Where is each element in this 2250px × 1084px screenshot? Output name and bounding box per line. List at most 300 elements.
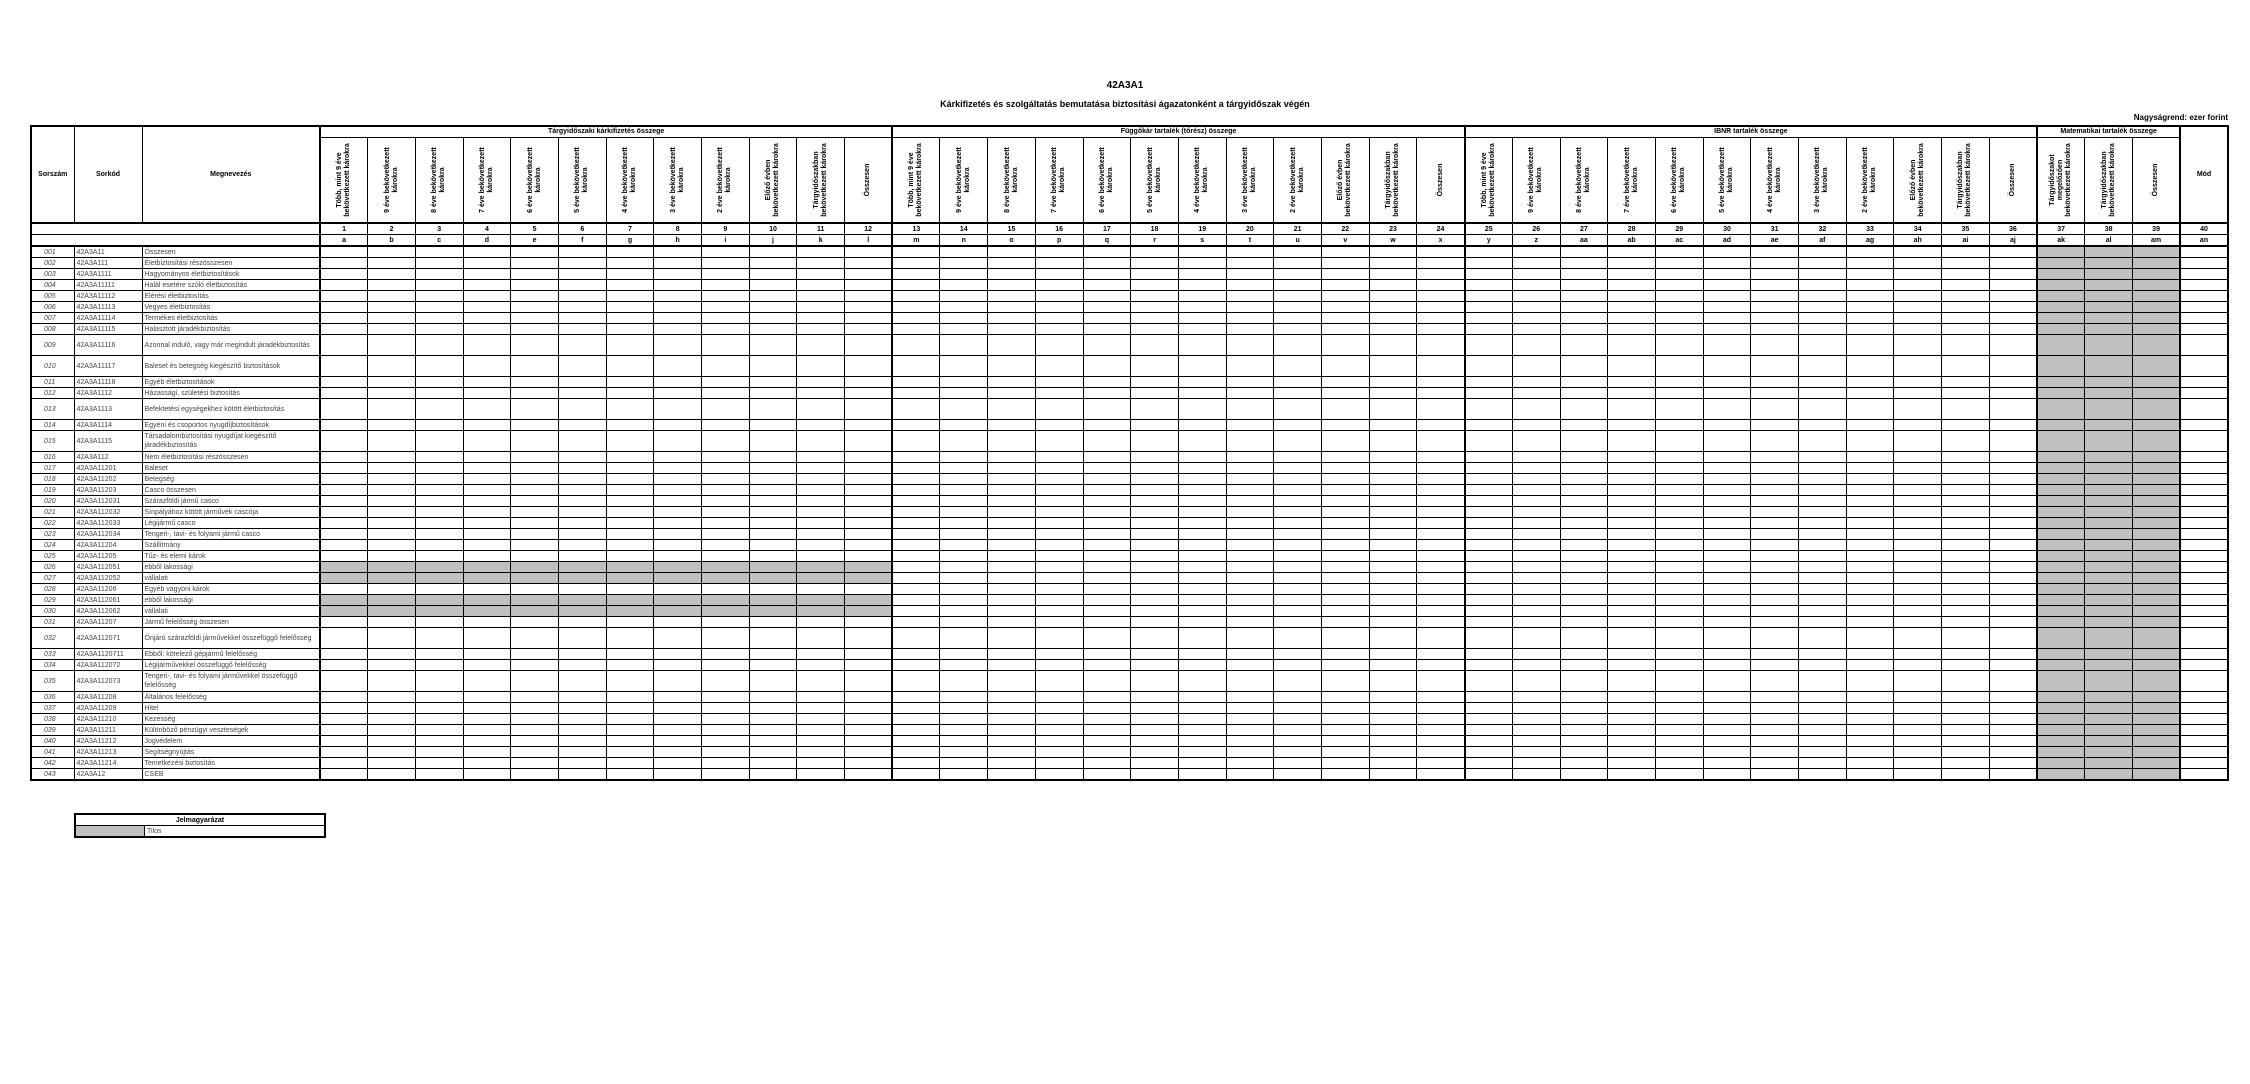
data-cell[interactable]: [892, 595, 940, 606]
data-cell[interactable]: [702, 736, 750, 747]
data-cell[interactable]: [845, 660, 893, 671]
data-cell[interactable]: [1989, 269, 2037, 280]
data-cell[interactable]: [1846, 747, 1894, 758]
data-cell[interactable]: [1512, 485, 1560, 496]
data-cell[interactable]: [1035, 258, 1083, 269]
data-cell[interactable]: [1369, 485, 1417, 496]
data-cell[interactable]: [1560, 606, 1608, 617]
data-cell[interactable]: [749, 660, 797, 671]
data-cell[interactable]: [558, 399, 606, 420]
data-cell[interactable]: [940, 335, 988, 356]
data-cell[interactable]: [892, 671, 940, 692]
data-cell[interactable]: [1655, 692, 1703, 703]
data-cell[interactable]: [368, 725, 416, 736]
data-cell[interactable]: [2180, 518, 2228, 529]
data-cell[interactable]: [1894, 246, 1942, 258]
data-cell[interactable]: [1703, 703, 1751, 714]
data-cell[interactable]: [1178, 617, 1226, 628]
data-cell[interactable]: [892, 703, 940, 714]
data-cell[interactable]: [1369, 529, 1417, 540]
data-cell[interactable]: [1942, 606, 1990, 617]
data-cell[interactable]: [368, 692, 416, 703]
data-cell[interactable]: [1846, 529, 1894, 540]
data-cell[interactable]: [702, 324, 750, 335]
data-cell[interactable]: [845, 649, 893, 660]
data-cell[interactable]: [320, 649, 368, 660]
data-cell[interactable]: [1989, 649, 2037, 660]
data-cell[interactable]: [1417, 628, 1465, 649]
data-cell[interactable]: [1321, 595, 1369, 606]
data-cell[interactable]: [1321, 649, 1369, 660]
data-cell[interactable]: [654, 269, 702, 280]
data-cell[interactable]: [1274, 617, 1322, 628]
data-cell[interactable]: [988, 617, 1036, 628]
data-cell[interactable]: [1417, 388, 1465, 399]
data-cell[interactable]: [1417, 496, 1465, 507]
data-cell[interactable]: [463, 335, 511, 356]
data-cell[interactable]: [845, 388, 893, 399]
data-cell[interactable]: [558, 324, 606, 335]
data-cell[interactable]: [1655, 562, 1703, 573]
data-cell[interactable]: [1799, 714, 1847, 725]
data-cell[interactable]: [1465, 496, 1513, 507]
data-cell[interactable]: [1321, 725, 1369, 736]
data-cell[interactable]: [2180, 356, 2228, 377]
data-cell[interactable]: [368, 617, 416, 628]
data-cell[interactable]: [892, 518, 940, 529]
data-cell[interactable]: [892, 335, 940, 356]
data-cell[interactable]: [1465, 377, 1513, 388]
data-cell[interactable]: [892, 302, 940, 313]
data-cell[interactable]: [1083, 529, 1131, 540]
data-cell[interactable]: [511, 335, 559, 356]
data-cell[interactable]: [988, 747, 1036, 758]
data-cell[interactable]: [1751, 291, 1799, 302]
data-cell[interactable]: [1560, 463, 1608, 474]
data-cell[interactable]: [1274, 758, 1322, 769]
data-cell[interactable]: [1083, 463, 1131, 474]
data-cell[interactable]: [940, 660, 988, 671]
data-cell[interactable]: [749, 507, 797, 518]
data-cell[interactable]: [1321, 660, 1369, 671]
data-cell[interactable]: [1131, 692, 1179, 703]
data-cell[interactable]: [511, 671, 559, 692]
data-cell[interactable]: [845, 703, 893, 714]
data-cell[interactable]: [1751, 335, 1799, 356]
data-cell[interactable]: [1226, 714, 1274, 725]
data-cell[interactable]: [1560, 617, 1608, 628]
data-cell[interactable]: [1274, 291, 1322, 302]
data-cell[interactable]: [1369, 291, 1417, 302]
data-cell[interactable]: [988, 431, 1036, 452]
data-cell[interactable]: [1608, 747, 1656, 758]
data-cell[interactable]: [1083, 431, 1131, 452]
data-cell[interactable]: [558, 692, 606, 703]
data-cell[interactable]: [606, 452, 654, 463]
data-cell[interactable]: [1512, 584, 1560, 595]
data-cell[interactable]: [415, 660, 463, 671]
data-cell[interactable]: [1942, 529, 1990, 540]
data-cell[interactable]: [511, 660, 559, 671]
data-cell[interactable]: [1560, 399, 1608, 420]
data-cell[interactable]: [1512, 356, 1560, 377]
data-cell[interactable]: [1560, 280, 1608, 291]
data-cell[interactable]: [1703, 399, 1751, 420]
data-cell[interactable]: [1083, 736, 1131, 747]
data-cell[interactable]: [1846, 485, 1894, 496]
data-cell[interactable]: [511, 725, 559, 736]
data-cell[interactable]: [1512, 649, 1560, 660]
data-cell[interactable]: [1369, 551, 1417, 562]
data-cell[interactable]: [1751, 269, 1799, 280]
data-cell[interactable]: [558, 246, 606, 258]
data-cell[interactable]: [1751, 324, 1799, 335]
data-cell[interactable]: [749, 485, 797, 496]
data-cell[interactable]: [1369, 431, 1417, 452]
data-cell[interactable]: [1321, 246, 1369, 258]
data-cell[interactable]: [1417, 529, 1465, 540]
data-cell[interactable]: [511, 258, 559, 269]
data-cell[interactable]: [368, 529, 416, 540]
data-cell[interactable]: [1417, 302, 1465, 313]
data-cell[interactable]: [1608, 420, 1656, 431]
data-cell[interactable]: [1083, 246, 1131, 258]
data-cell[interactable]: [511, 280, 559, 291]
data-cell[interactable]: [1942, 736, 1990, 747]
data-cell[interactable]: [1846, 280, 1894, 291]
data-cell[interactable]: [1417, 463, 1465, 474]
data-cell[interactable]: [1799, 769, 1847, 781]
data-cell[interactable]: [1035, 246, 1083, 258]
data-cell[interactable]: [1989, 747, 2037, 758]
data-cell[interactable]: [749, 420, 797, 431]
data-cell[interactable]: [606, 551, 654, 562]
data-cell[interactable]: [606, 725, 654, 736]
data-cell[interactable]: [1894, 529, 1942, 540]
data-cell[interactable]: [368, 584, 416, 595]
data-cell[interactable]: [1608, 595, 1656, 606]
data-cell[interactable]: [1178, 474, 1226, 485]
data-cell[interactable]: [1465, 356, 1513, 377]
data-cell[interactable]: [1799, 258, 1847, 269]
data-cell[interactable]: [1178, 714, 1226, 725]
data-cell[interactable]: [797, 714, 845, 725]
data-cell[interactable]: [1655, 269, 1703, 280]
data-cell[interactable]: [1799, 356, 1847, 377]
data-cell[interactable]: [1226, 313, 1274, 324]
data-cell[interactable]: [1989, 703, 2037, 714]
data-cell[interactable]: [797, 703, 845, 714]
data-cell[interactable]: [988, 474, 1036, 485]
data-cell[interactable]: [1942, 703, 1990, 714]
data-cell[interactable]: [1465, 769, 1513, 781]
data-cell[interactable]: [845, 551, 893, 562]
data-cell[interactable]: [2180, 335, 2228, 356]
data-cell[interactable]: [1560, 595, 1608, 606]
data-cell[interactable]: [606, 313, 654, 324]
data-cell[interactable]: [1846, 420, 1894, 431]
data-cell[interactable]: [1894, 302, 1942, 313]
data-cell[interactable]: [1131, 377, 1179, 388]
data-cell[interactable]: [1655, 595, 1703, 606]
data-cell[interactable]: [1846, 474, 1894, 485]
data-cell[interactable]: [1321, 313, 1369, 324]
data-cell[interactable]: [1178, 628, 1226, 649]
data-cell[interactable]: [1894, 280, 1942, 291]
data-cell[interactable]: [1035, 388, 1083, 399]
data-cell[interactable]: [1989, 302, 2037, 313]
data-cell[interactable]: [415, 714, 463, 725]
data-cell[interactable]: [845, 280, 893, 291]
data-cell[interactable]: [558, 660, 606, 671]
data-cell[interactable]: [1894, 313, 1942, 324]
data-cell[interactable]: [845, 671, 893, 692]
data-cell[interactable]: [463, 758, 511, 769]
data-cell[interactable]: [1894, 335, 1942, 356]
data-cell[interactable]: [1846, 377, 1894, 388]
data-cell[interactable]: [320, 747, 368, 758]
data-cell[interactable]: [1608, 335, 1656, 356]
data-cell[interactable]: [1035, 302, 1083, 313]
data-cell[interactable]: [1226, 431, 1274, 452]
data-cell[interactable]: [1512, 606, 1560, 617]
data-cell[interactable]: [1512, 703, 1560, 714]
data-cell[interactable]: [749, 291, 797, 302]
data-cell[interactable]: [1751, 747, 1799, 758]
data-cell[interactable]: [1035, 617, 1083, 628]
data-cell[interactable]: [1989, 496, 2037, 507]
data-cell[interactable]: [1083, 747, 1131, 758]
data-cell[interactable]: [654, 302, 702, 313]
data-cell[interactable]: [1369, 617, 1417, 628]
data-cell[interactable]: [1035, 420, 1083, 431]
data-cell[interactable]: [415, 420, 463, 431]
data-cell[interactable]: [320, 463, 368, 474]
data-cell[interactable]: [415, 551, 463, 562]
data-cell[interactable]: [1989, 377, 2037, 388]
data-cell[interactable]: [1846, 692, 1894, 703]
data-cell[interactable]: [892, 540, 940, 551]
data-cell[interactable]: [1131, 573, 1179, 584]
data-cell[interactable]: [1894, 388, 1942, 399]
data-cell[interactable]: [368, 280, 416, 291]
data-cell[interactable]: [1369, 313, 1417, 324]
data-cell[interactable]: [940, 747, 988, 758]
data-cell[interactable]: [511, 246, 559, 258]
data-cell[interactable]: [1942, 335, 1990, 356]
data-cell[interactable]: [1799, 660, 1847, 671]
data-cell[interactable]: [1035, 573, 1083, 584]
data-cell[interactable]: [1465, 507, 1513, 518]
data-cell[interactable]: [654, 671, 702, 692]
data-cell[interactable]: [606, 769, 654, 781]
data-cell[interactable]: [1369, 703, 1417, 714]
data-cell[interactable]: [415, 769, 463, 781]
data-cell[interactable]: [1703, 302, 1751, 313]
data-cell[interactable]: [845, 258, 893, 269]
data-cell[interactable]: [892, 399, 940, 420]
data-cell[interactable]: [1321, 529, 1369, 540]
data-cell[interactable]: [1226, 496, 1274, 507]
data-cell[interactable]: [845, 269, 893, 280]
data-cell[interactable]: [749, 649, 797, 660]
data-cell[interactable]: [1417, 769, 1465, 781]
data-cell[interactable]: [1226, 474, 1274, 485]
data-cell[interactable]: [1321, 769, 1369, 781]
data-cell[interactable]: [511, 617, 559, 628]
data-cell[interactable]: [988, 649, 1036, 660]
data-cell[interactable]: [797, 628, 845, 649]
data-cell[interactable]: [1035, 540, 1083, 551]
data-cell[interactable]: [1178, 496, 1226, 507]
data-cell[interactable]: [1799, 324, 1847, 335]
data-cell[interactable]: [1799, 291, 1847, 302]
data-cell[interactable]: [1417, 356, 1465, 377]
data-cell[interactable]: [1131, 595, 1179, 606]
data-cell[interactable]: [654, 280, 702, 291]
data-cell[interactable]: [1655, 431, 1703, 452]
data-cell[interactable]: [1655, 377, 1703, 388]
data-cell[interactable]: [892, 452, 940, 463]
data-cell[interactable]: [654, 258, 702, 269]
data-cell[interactable]: [1035, 313, 1083, 324]
data-cell[interactable]: [1989, 258, 2037, 269]
data-cell[interactable]: [1846, 769, 1894, 781]
data-cell[interactable]: [1608, 725, 1656, 736]
data-cell[interactable]: [558, 452, 606, 463]
data-cell[interactable]: [1942, 660, 1990, 671]
data-cell[interactable]: [606, 540, 654, 551]
data-cell[interactable]: [1083, 313, 1131, 324]
data-cell[interactable]: [702, 420, 750, 431]
data-cell[interactable]: [1751, 617, 1799, 628]
data-cell[interactable]: [845, 420, 893, 431]
data-cell[interactable]: [1465, 302, 1513, 313]
data-cell[interactable]: [1655, 246, 1703, 258]
data-cell[interactable]: [749, 769, 797, 781]
data-cell[interactable]: [1178, 324, 1226, 335]
data-cell[interactable]: [1465, 335, 1513, 356]
data-cell[interactable]: [797, 324, 845, 335]
data-cell[interactable]: [749, 474, 797, 485]
data-cell[interactable]: [1274, 388, 1322, 399]
data-cell[interactable]: [1608, 474, 1656, 485]
data-cell[interactable]: [1321, 485, 1369, 496]
data-cell[interactable]: [1703, 258, 1751, 269]
data-cell[interactable]: [1989, 474, 2037, 485]
data-cell[interactable]: [1226, 388, 1274, 399]
data-cell[interactable]: [1560, 649, 1608, 660]
data-cell[interactable]: [1846, 660, 1894, 671]
data-cell[interactable]: [1274, 485, 1322, 496]
data-cell[interactable]: [1751, 595, 1799, 606]
data-cell[interactable]: [606, 529, 654, 540]
data-cell[interactable]: [415, 518, 463, 529]
data-cell[interactable]: [892, 474, 940, 485]
data-cell[interactable]: [1369, 747, 1417, 758]
data-cell[interactable]: [1321, 507, 1369, 518]
data-cell[interactable]: [1226, 302, 1274, 313]
data-cell[interactable]: [1417, 573, 1465, 584]
data-cell[interactable]: [1751, 540, 1799, 551]
data-cell[interactable]: [1083, 335, 1131, 356]
data-cell[interactable]: [1655, 496, 1703, 507]
data-cell[interactable]: [1846, 258, 1894, 269]
data-cell[interactable]: [1035, 280, 1083, 291]
data-cell[interactable]: [1703, 725, 1751, 736]
data-cell[interactable]: [1942, 431, 1990, 452]
data-cell[interactable]: [1894, 452, 1942, 463]
data-cell[interactable]: [988, 313, 1036, 324]
data-cell[interactable]: [415, 258, 463, 269]
data-cell[interactable]: [1131, 291, 1179, 302]
data-cell[interactable]: [988, 529, 1036, 540]
data-cell[interactable]: [892, 725, 940, 736]
data-cell[interactable]: [845, 246, 893, 258]
data-cell[interactable]: [1035, 452, 1083, 463]
data-cell[interactable]: [606, 747, 654, 758]
data-cell[interactable]: [463, 463, 511, 474]
data-cell[interactable]: [1178, 269, 1226, 280]
data-cell[interactable]: [1799, 551, 1847, 562]
data-cell[interactable]: [1608, 617, 1656, 628]
data-cell[interactable]: [1226, 703, 1274, 714]
data-cell[interactable]: [940, 313, 988, 324]
data-cell[interactable]: [606, 496, 654, 507]
data-cell[interactable]: [558, 703, 606, 714]
data-cell[interactable]: [415, 431, 463, 452]
data-cell[interactable]: [1369, 496, 1417, 507]
data-cell[interactable]: [1417, 551, 1465, 562]
data-cell[interactable]: [1894, 356, 1942, 377]
data-cell[interactable]: [2180, 628, 2228, 649]
data-cell[interactable]: [1608, 463, 1656, 474]
data-cell[interactable]: [702, 496, 750, 507]
data-cell[interactable]: [463, 302, 511, 313]
data-cell[interactable]: [1226, 769, 1274, 781]
data-cell[interactable]: [463, 291, 511, 302]
data-cell[interactable]: [415, 507, 463, 518]
data-cell[interactable]: [1178, 660, 1226, 671]
data-cell[interactable]: [1465, 246, 1513, 258]
data-cell[interactable]: [1274, 573, 1322, 584]
data-cell[interactable]: [1512, 758, 1560, 769]
data-cell[interactable]: [1989, 573, 2037, 584]
data-cell[interactable]: [2180, 595, 2228, 606]
data-cell[interactable]: [702, 485, 750, 496]
data-cell[interactable]: [1226, 399, 1274, 420]
data-cell[interactable]: [1703, 377, 1751, 388]
data-cell[interactable]: [320, 736, 368, 747]
data-cell[interactable]: [1369, 377, 1417, 388]
data-cell[interactable]: [1846, 628, 1894, 649]
data-cell[interactable]: [1417, 725, 1465, 736]
data-cell[interactable]: [1512, 573, 1560, 584]
data-cell[interactable]: [1799, 420, 1847, 431]
data-cell[interactable]: [1226, 356, 1274, 377]
data-cell[interactable]: [749, 714, 797, 725]
data-cell[interactable]: [940, 356, 988, 377]
data-cell[interactable]: [606, 399, 654, 420]
data-cell[interactable]: [1655, 628, 1703, 649]
data-cell[interactable]: [702, 269, 750, 280]
data-cell[interactable]: [1942, 324, 1990, 335]
data-cell[interactable]: [2180, 246, 2228, 258]
data-cell[interactable]: [1226, 758, 1274, 769]
data-cell[interactable]: [892, 258, 940, 269]
data-cell[interactable]: [845, 291, 893, 302]
data-cell[interactable]: [1942, 463, 1990, 474]
